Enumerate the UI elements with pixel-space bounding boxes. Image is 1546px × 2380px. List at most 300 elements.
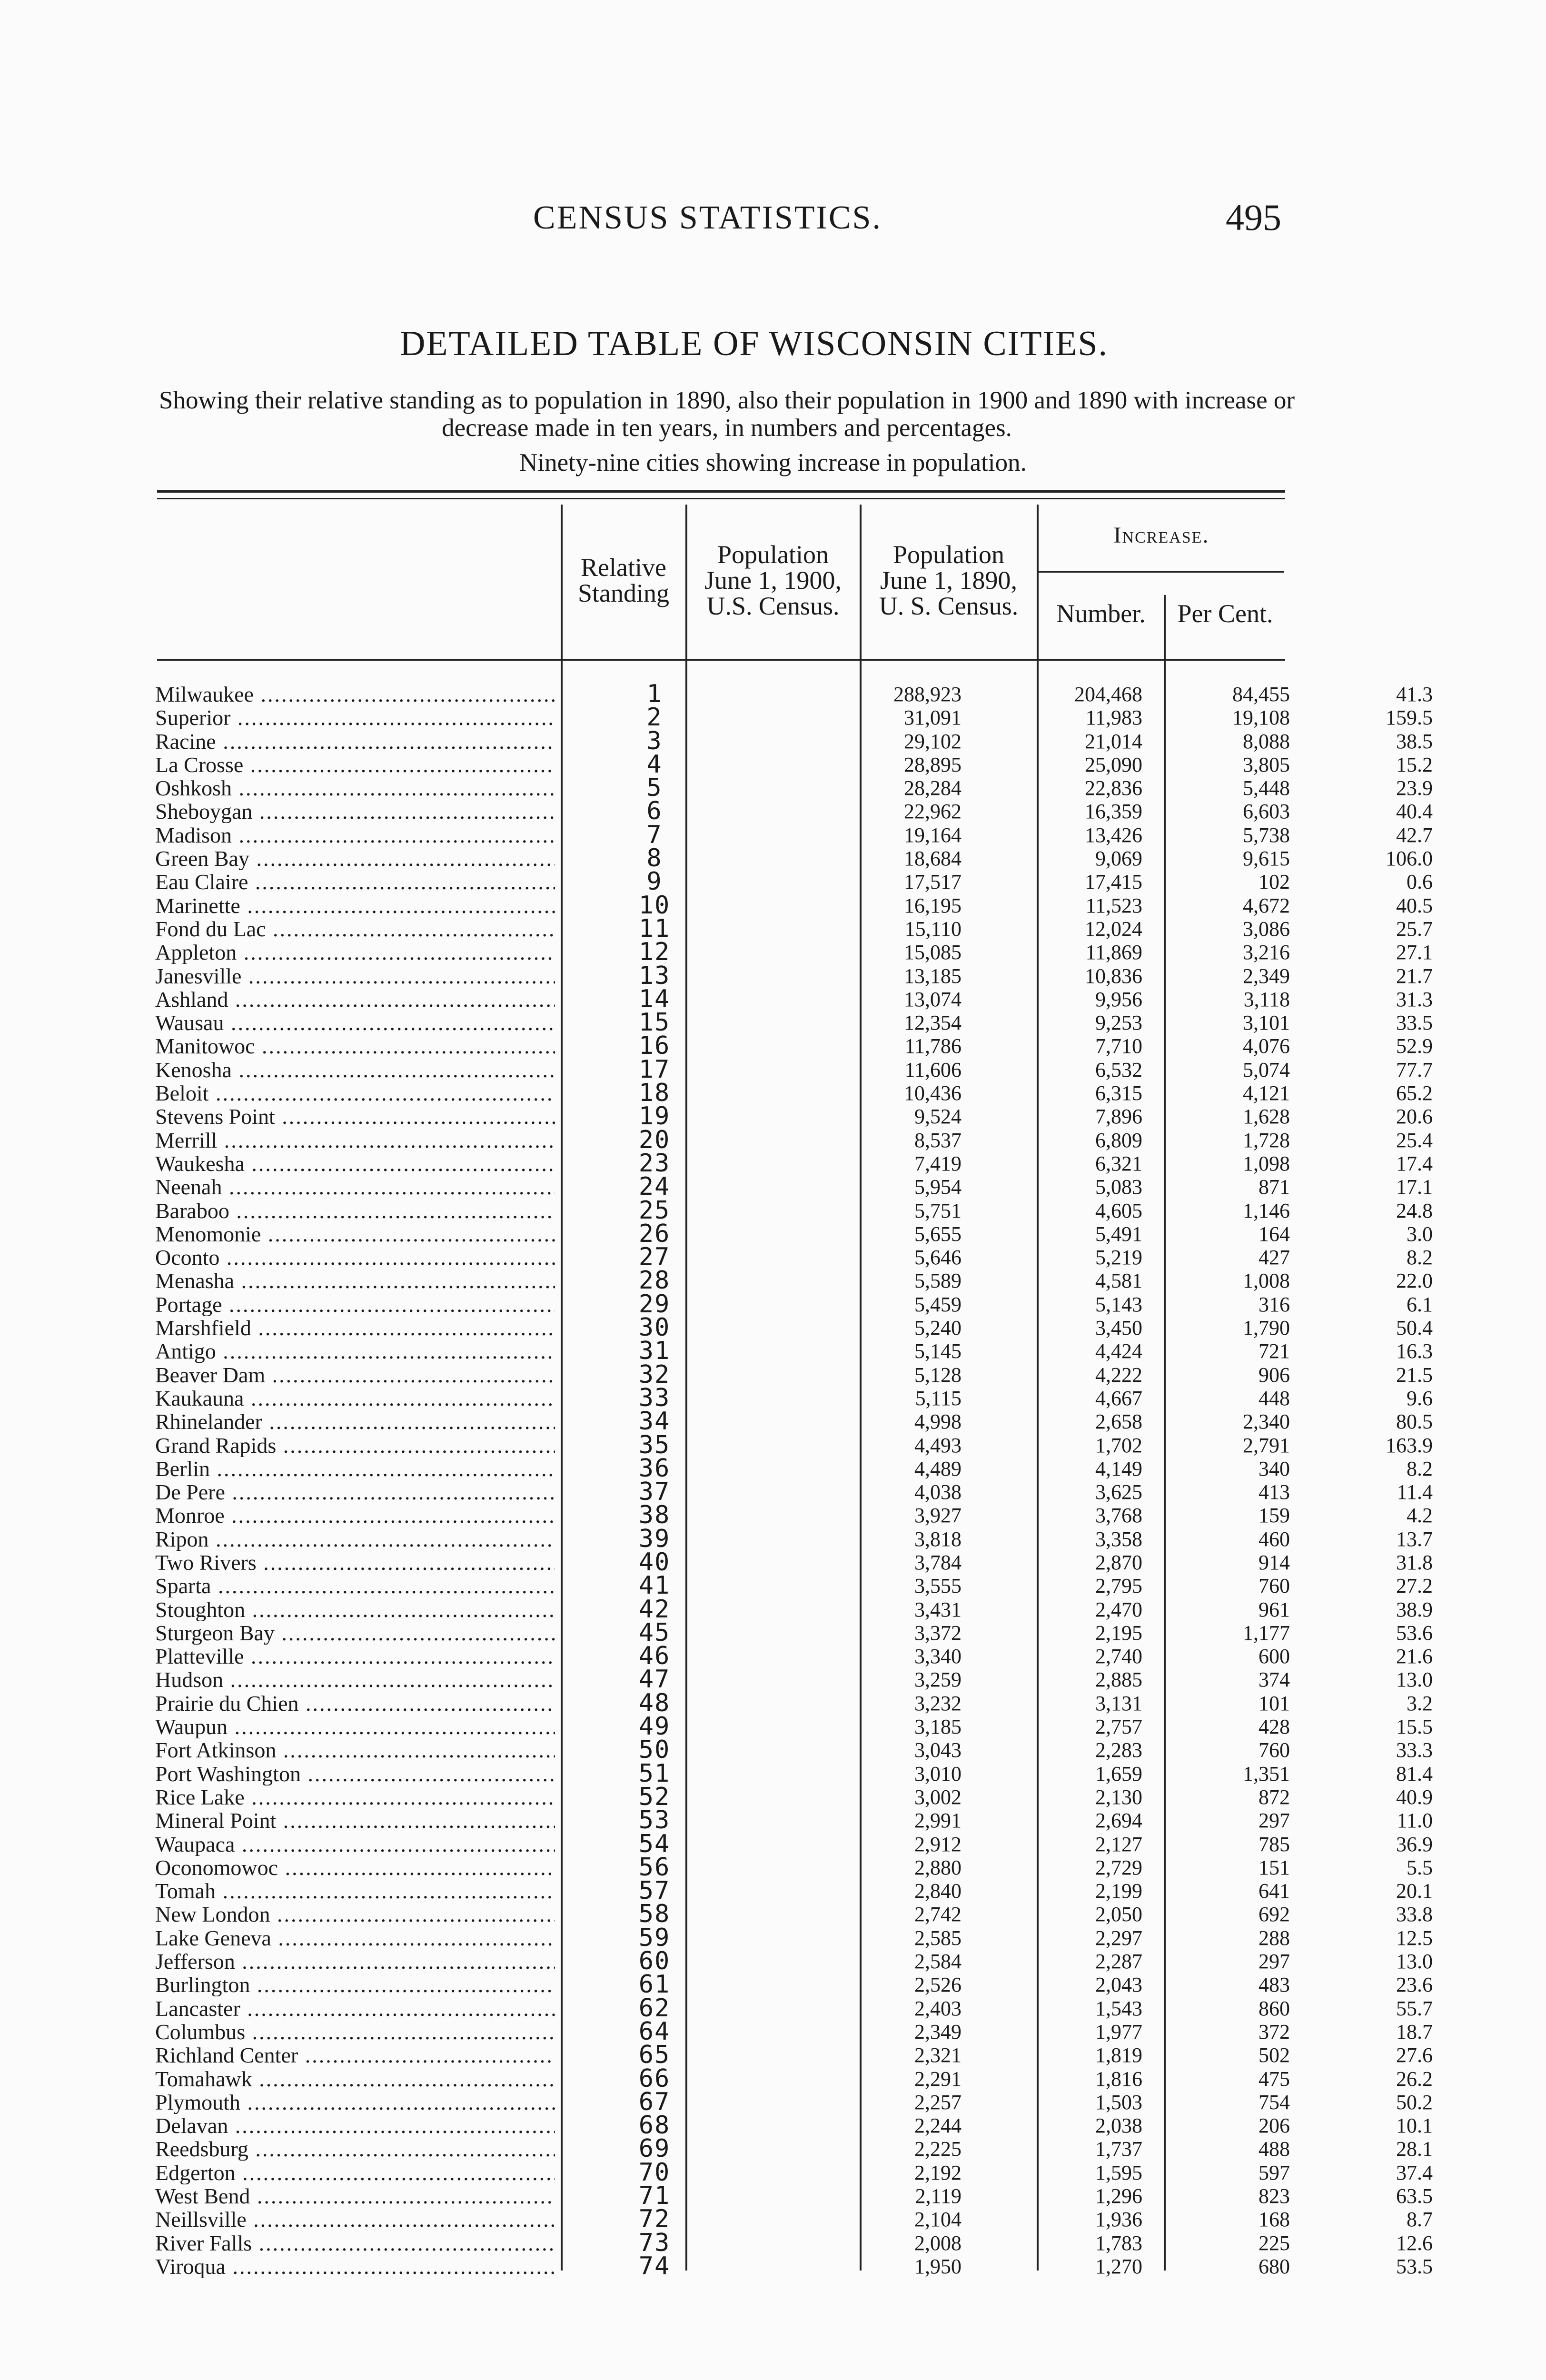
increase-number: 488 [1259, 2137, 1290, 2161]
increase-number: 316 [1259, 1292, 1290, 1316]
increase-percent: 3.2 [1407, 1691, 1433, 1715]
relative-standing: 73 [638, 2228, 671, 2257]
relative-standing: 68 [638, 2111, 671, 2140]
city-name: Waupaca ..... [155, 1833, 555, 1856]
increase-percent: 40.9 [1396, 1785, 1433, 1809]
increase-number: 4,076 [1243, 1034, 1290, 1058]
increase-percent: 6.1 [1407, 1292, 1433, 1316]
increase-percent: 8.7 [1407, 2208, 1433, 2231]
population-1890: 4,667 [1095, 1386, 1142, 1410]
city-name: Marinette ..... [155, 894, 555, 917]
increase-number: 374 [1259, 1668, 1290, 1692]
table-row [152, 1031, 1433, 1061]
relative-standing: 67 [638, 2087, 671, 2116]
city-name: Ripon ..... [155, 1527, 555, 1551]
population-1900: 3,010 [914, 1762, 961, 1785]
increase-percent: 8.2 [1407, 1246, 1433, 1269]
relative-standing: 26 [638, 1219, 671, 1248]
table-row [152, 1759, 1433, 1788]
city-name: Madison ..... [155, 823, 555, 847]
table-row [152, 914, 1433, 943]
city-name: Delavan ..... [155, 2114, 555, 2137]
table-row [152, 1923, 1433, 1952]
increase-number: 5,448 [1243, 776, 1290, 800]
population-1900: 3,340 [914, 1645, 961, 1668]
relative-standing: 20 [638, 1125, 671, 1154]
city-name: Green Bay ..... [155, 847, 555, 870]
table-row [152, 820, 1433, 849]
relative-standing: 66 [638, 2064, 671, 2093]
relative-standing: 40 [638, 1547, 671, 1577]
relative-standing: 27 [638, 1243, 671, 1272]
city-name: Menasha ..... [155, 1269, 555, 1292]
population-1900: 28,284 [904, 776, 961, 800]
relative-standing: 32 [638, 1360, 671, 1389]
relative-standing: 23 [638, 1149, 671, 1178]
city-name: Beaver Dam ..... [155, 1363, 555, 1387]
population-1900: 4,489 [914, 1457, 961, 1480]
population-1900: 31,091 [904, 706, 961, 730]
increase-percent: 42.7 [1396, 823, 1433, 847]
city-name: Reedsburg ..... [155, 2137, 555, 2161]
population-1890: 2,694 [1095, 1809, 1142, 1833]
population-1900: 5,954 [914, 1175, 961, 1199]
table-row [152, 1970, 1433, 1999]
header-number: Number. [1056, 599, 1146, 628]
population-1890: 2,287 [1095, 1950, 1142, 1973]
city-name: Tomah ..... [155, 1879, 555, 1903]
population-1900: 13,185 [904, 964, 961, 988]
city-name: Jefferson ..... [155, 1950, 555, 1973]
table-row [152, 750, 1433, 779]
increase-number: 1,628 [1243, 1105, 1290, 1129]
relative-standing: 54 [638, 1829, 671, 1858]
city-name: New London ..... [155, 1903, 555, 1926]
increase-percent: 27.2 [1396, 1574, 1433, 1598]
increase-percent: 17.1 [1396, 1175, 1433, 1199]
relative-standing: 47 [638, 1665, 671, 1694]
table-row [152, 2134, 1433, 2163]
population-1900: 2,008 [914, 2231, 961, 2255]
header-standing-line: Relative [581, 553, 666, 582]
city-name: Tomahawk ..... [155, 2067, 555, 2091]
relative-standing: 53 [638, 1806, 671, 1835]
increase-percent: 65.2 [1396, 1081, 1433, 1105]
city-name: Menomonie ..... [155, 1222, 555, 1246]
table-row [152, 938, 1433, 967]
population-1900: 5,646 [914, 1246, 961, 1269]
table-row [152, 703, 1433, 732]
increase-percent: 163.9 [1386, 1433, 1433, 1457]
table-row [152, 2087, 1433, 2116]
header-pop1900-line: Population [717, 540, 829, 569]
increase-percent: 26.2 [1396, 2067, 1433, 2091]
relative-standing: 74 [638, 2251, 671, 2281]
increase-number: 101 [1259, 1691, 1290, 1715]
population-1890: 2,870 [1095, 1550, 1142, 1574]
table-row [152, 2064, 1433, 2093]
increase-number: 1,728 [1243, 1128, 1290, 1152]
population-1890: 1,783 [1095, 2231, 1142, 2255]
city-name: Monroe ..... [155, 1504, 555, 1527]
population-1900: 2,584 [914, 1950, 961, 1973]
city-name: Neillsville ..... [155, 2208, 555, 2231]
increase-percent: 25.4 [1396, 1128, 1433, 1152]
population-1890: 6,532 [1095, 1058, 1142, 1081]
relative-standing: 9 [646, 867, 663, 896]
increase-percent: 36.9 [1396, 1832, 1433, 1856]
header-percent: Per Cent. [1177, 599, 1273, 628]
increase-number: 1,146 [1243, 1199, 1290, 1222]
header-pop1890-line: U. S. Census. [879, 592, 1019, 620]
population-1890: 22,836 [1085, 776, 1142, 800]
relative-standing: 59 [638, 1923, 671, 1952]
city-name: Eau Claire ..... [155, 870, 555, 893]
population-1900: 2,349 [914, 2020, 961, 2043]
increase-percent: 27.6 [1396, 2043, 1433, 2067]
header-pop1900-line: U.S. Census. [706, 592, 840, 620]
city-name: Beloit ..... [155, 1081, 555, 1105]
increase-number: 19,108 [1232, 706, 1290, 730]
relative-standing: 45 [638, 1618, 671, 1647]
relative-standing: 57 [638, 1876, 671, 1905]
population-1890: 17,415 [1085, 870, 1142, 894]
increase-number: 785 [1259, 1832, 1290, 1856]
header-standing-line: Standing [577, 579, 669, 607]
table-subtitle-count: Ninety-nine cities showing increase in population. [519, 449, 1027, 476]
increase-percent: 15.5 [1396, 1715, 1433, 1739]
table-row [152, 1313, 1433, 1342]
header-increase: Increase. [1113, 523, 1209, 548]
population-1890: 21,014 [1085, 729, 1142, 753]
population-1890: 9,253 [1095, 1011, 1142, 1035]
population-1900: 4,038 [914, 1480, 961, 1504]
relative-standing: 6 [646, 797, 663, 826]
increase-percent: 33.3 [1396, 1738, 1433, 1762]
table-row [152, 867, 1433, 896]
population-1890: 3,450 [1095, 1316, 1142, 1340]
relative-standing: 58 [638, 1900, 671, 1929]
city-name: Marshfield ..... [155, 1316, 555, 1339]
increase-percent: 33.8 [1396, 1903, 1433, 1926]
population-1890: 2,038 [1095, 2114, 1142, 2138]
relative-standing: 2 [646, 703, 663, 732]
increase-percent: 25.7 [1396, 917, 1433, 941]
increase-percent: 15.2 [1396, 753, 1433, 776]
increase-number: 3,086 [1243, 917, 1290, 941]
population-1890: 16,359 [1085, 800, 1142, 823]
population-1890: 25,090 [1085, 753, 1142, 776]
population-1890: 2,470 [1095, 1597, 1142, 1621]
city-name: Oshkosh ..... [155, 776, 555, 800]
table-row [152, 1102, 1433, 1131]
relative-standing: 31 [638, 1337, 671, 1366]
population-1890: 13,426 [1085, 823, 1142, 847]
city-name: Sparta ..... [155, 1574, 555, 1597]
table-row [152, 1712, 1433, 1741]
population-1890: 12,024 [1085, 917, 1142, 941]
population-1900: 19,164 [904, 823, 961, 847]
relative-standing: 11 [638, 914, 671, 943]
population-1890: 4,222 [1095, 1363, 1142, 1387]
city-name: Two Rivers ..... [155, 1551, 555, 1574]
increase-percent: 81.4 [1396, 1762, 1433, 1785]
table-row [152, 1008, 1433, 1037]
population-1900: 3,043 [914, 1738, 961, 1762]
population-1900: 3,927 [914, 1504, 961, 1527]
population-1900: 2,257 [914, 2090, 961, 2114]
population-1900: 5,751 [914, 1199, 961, 1222]
table-row [152, 1618, 1433, 1647]
table-row [152, 1337, 1433, 1366]
population-1900: 2,403 [914, 1996, 961, 2020]
relative-standing: 5 [646, 774, 663, 803]
city-name: Superior ..... [155, 706, 555, 729]
population-1890: 2,199 [1095, 1879, 1142, 1903]
table-row [152, 1125, 1433, 1154]
increase-percent: 31.8 [1396, 1550, 1433, 1574]
increase-number: 2,791 [1243, 1433, 1290, 1457]
increase-number: 600 [1259, 1645, 1290, 1668]
increase-percent: 4.2 [1407, 1504, 1433, 1527]
increase-number: 4,121 [1243, 1081, 1290, 1105]
city-name: Lake Geneva ..... [155, 1926, 555, 1950]
population-1890: 5,083 [1095, 1175, 1142, 1199]
increase-number: 428 [1259, 1715, 1290, 1739]
relative-standing: 13 [638, 961, 671, 990]
increase-number: 206 [1259, 2114, 1290, 2138]
city-name: Prairie du Chien ..... [155, 1692, 555, 1715]
increase-percent: 27.1 [1396, 941, 1433, 964]
population-1900: 16,195 [904, 893, 961, 917]
population-1900: 2,104 [914, 2208, 961, 2231]
population-1900: 3,555 [914, 1574, 961, 1598]
increase-percent: 17.4 [1396, 1151, 1433, 1175]
increase-percent: 22.0 [1396, 1269, 1433, 1293]
table-row [152, 726, 1433, 755]
population-1900: 5,115 [915, 1386, 961, 1410]
increase-subheader-rule [1037, 571, 1284, 573]
table-row [152, 1196, 1433, 1225]
city-name: La Crosse ..... [155, 753, 555, 776]
relative-standing: 37 [638, 1478, 671, 1507]
relative-standing: 48 [638, 1688, 671, 1717]
relative-standing: 12 [638, 938, 671, 967]
population-1900: 1,950 [914, 2254, 961, 2278]
city-name: Wausau ..... [155, 1011, 555, 1034]
relative-standing: 8 [646, 844, 663, 873]
increase-number: 2,340 [1243, 1410, 1290, 1434]
increase-percent: 18.7 [1396, 2020, 1433, 2043]
header-pop1890-line: June 1, 1890, [880, 566, 1017, 595]
increase-percent: 106.0 [1386, 847, 1433, 871]
increase-number: 721 [1259, 1339, 1290, 1363]
population-1890: 1,936 [1095, 2208, 1142, 2231]
increase-percent: 23.6 [1396, 1973, 1433, 1997]
population-1900: 29,102 [904, 729, 961, 753]
table-title [0, 324, 1546, 364]
increase-percent: 50.2 [1396, 2090, 1433, 2114]
population-1890: 11,983 [1085, 706, 1142, 730]
increase-percent: 52.9 [1396, 1034, 1433, 1058]
population-1900: 2,192 [914, 2161, 961, 2184]
city-name: Viroqua ..... [155, 2255, 555, 2278]
table-row [152, 1524, 1433, 1553]
population-1890: 2,757 [1095, 1715, 1142, 1739]
table-row [152, 774, 1433, 803]
city-name: Columbus ..... [155, 2020, 555, 2043]
increase-percent: 5.5 [1407, 1855, 1433, 1879]
population-1900: 5,655 [914, 1222, 961, 1246]
increase-percent: 13.0 [1396, 1950, 1433, 1973]
increase-number: 641 [1259, 1879, 1290, 1903]
city-name: Oconomowoc ..... [155, 1856, 555, 1879]
increase-number: 102 [1259, 870, 1290, 894]
population-1900: 18,684 [904, 847, 961, 871]
table-row [152, 1243, 1433, 1272]
population-1900: 3,784 [914, 1550, 961, 1574]
population-1900: 2,244 [914, 2114, 961, 2138]
increase-number: 906 [1259, 1363, 1290, 1387]
relative-standing: 70 [638, 2158, 671, 2187]
table-top-rule-thin [157, 498, 1285, 499]
table-row [152, 2041, 1433, 2070]
table-row [152, 1688, 1433, 1717]
population-1890: 2,283 [1095, 1738, 1142, 1762]
city-name: Kenosha ..... [155, 1058, 555, 1081]
population-1890: 7,896 [1095, 1105, 1142, 1129]
relative-standing: 24 [638, 1172, 671, 1201]
increase-number: 3,805 [1243, 753, 1290, 776]
increase-percent: 3.0 [1407, 1222, 1433, 1246]
relative-standing: 3 [646, 726, 663, 755]
relative-standing: 41 [638, 1571, 671, 1600]
table-row [152, 1853, 1433, 1882]
increase-number: 597 [1259, 2161, 1290, 2184]
city-name: Portage ..... [155, 1293, 555, 1316]
population-1890: 5,143 [1095, 1292, 1142, 1316]
relative-standing: 19 [638, 1102, 671, 1131]
population-1900: 4,998 [914, 1410, 961, 1434]
increase-percent: 50.4 [1396, 1316, 1433, 1340]
table-row [152, 984, 1433, 1013]
population-1890: 3,768 [1095, 1504, 1142, 1527]
table-row [152, 2111, 1433, 2140]
population-1900: 2,991 [914, 1809, 961, 1833]
population-1900: 22,962 [904, 800, 961, 823]
relative-standing: 60 [638, 1947, 671, 1976]
header-population-1890 [862, 542, 1036, 619]
relative-standing: 16 [638, 1031, 671, 1061]
city-name: Lancaster ..... [155, 1997, 555, 2020]
population-1890: 1,737 [1095, 2137, 1142, 2161]
increase-number: 1,008 [1243, 1269, 1290, 1293]
population-1900: 5,240 [914, 1316, 961, 1340]
population-1900: 3,818 [914, 1527, 961, 1551]
city-name: Manitowoc ..... [155, 1034, 555, 1058]
city-name: Mineral Point ..... [155, 1809, 555, 1832]
relative-standing: 7 [646, 820, 663, 849]
increase-number: 760 [1259, 1738, 1290, 1762]
table-row [152, 2205, 1433, 2234]
city-name: Stoughton ..... [155, 1598, 555, 1621]
population-1890: 3,131 [1095, 1691, 1142, 1715]
increase-percent: 12.5 [1396, 1926, 1433, 1950]
population-1890: 5,219 [1095, 1246, 1142, 1269]
table-row [152, 1595, 1433, 1624]
population-1890: 2,043 [1095, 1973, 1142, 1997]
population-1890: 1,816 [1095, 2067, 1142, 2091]
population-1890: 1,819 [1095, 2043, 1142, 2067]
relative-standing: 71 [638, 2182, 671, 2210]
relative-standing: 35 [638, 1430, 671, 1459]
table-title-text: DETAILED TABLE OF WISCONSIN CITIES. [399, 324, 1109, 363]
increase-percent: 13.7 [1396, 1527, 1433, 1551]
population-1890: 2,130 [1095, 1785, 1142, 1809]
table-row [152, 2228, 1433, 2257]
city-name: Fort Atkinson ..... [155, 1738, 555, 1762]
population-1890: 4,149 [1095, 1457, 1142, 1480]
increase-number: 460 [1259, 1527, 1290, 1551]
city-name: Merrill ..... [155, 1129, 555, 1152]
relative-standing: 1 [646, 680, 663, 708]
population-1890: 2,729 [1095, 1855, 1142, 1879]
city-name: Plymouth ..... [155, 2091, 555, 2114]
relative-standing: 15 [638, 1008, 671, 1037]
table-row [152, 797, 1433, 826]
table-row [152, 1079, 1433, 1108]
population-1900: 5,145 [914, 1339, 961, 1363]
population-1890: 2,885 [1095, 1668, 1142, 1692]
population-1890: 11,523 [1085, 893, 1142, 917]
population-1890: 9,069 [1095, 847, 1142, 871]
header-pop1900-line: June 1, 1900, [704, 566, 842, 595]
population-1900: 2,840 [914, 1879, 961, 1903]
relative-standing: 34 [638, 1407, 671, 1436]
increase-number: 1,098 [1243, 1151, 1290, 1175]
population-1890: 1,296 [1095, 2184, 1142, 2208]
page-header-title: CENSUS STATISTICS. [533, 199, 882, 236]
city-name: Rhinelander ..... [155, 1410, 555, 1433]
city-name: Grand Rapids ..... [155, 1434, 555, 1457]
increase-number: 680 [1259, 2254, 1290, 2278]
increase-number: 5,074 [1243, 1058, 1290, 1081]
increase-number: 914 [1259, 1550, 1290, 1574]
table-row [152, 1947, 1433, 1976]
population-1890: 1,503 [1095, 2090, 1142, 2114]
table-row [152, 2158, 1433, 2187]
population-1900: 5,459 [914, 1292, 961, 1316]
increase-number: 871 [1259, 1175, 1290, 1199]
table-row [152, 1478, 1433, 1507]
population-1890: 2,297 [1095, 1926, 1142, 1950]
population-1900: 11,786 [904, 1034, 961, 1058]
increase-percent: 20.6 [1396, 1105, 1433, 1129]
population-1890: 1,543 [1095, 1996, 1142, 2020]
table-row [152, 1665, 1433, 1694]
increase-percent: 16.3 [1396, 1339, 1433, 1363]
table-row [152, 1149, 1433, 1178]
table-row [152, 1900, 1433, 1929]
increase-percent: 38.9 [1396, 1597, 1433, 1621]
increase-number: 872 [1259, 1785, 1290, 1809]
relative-standing: 38 [638, 1501, 671, 1530]
city-name: Appleton ..... [155, 941, 555, 964]
relative-standing: 51 [638, 1759, 671, 1788]
population-1900: 4,493 [914, 1433, 961, 1457]
population-1890: 6,809 [1095, 1128, 1142, 1152]
increase-number: 4,672 [1243, 893, 1290, 917]
